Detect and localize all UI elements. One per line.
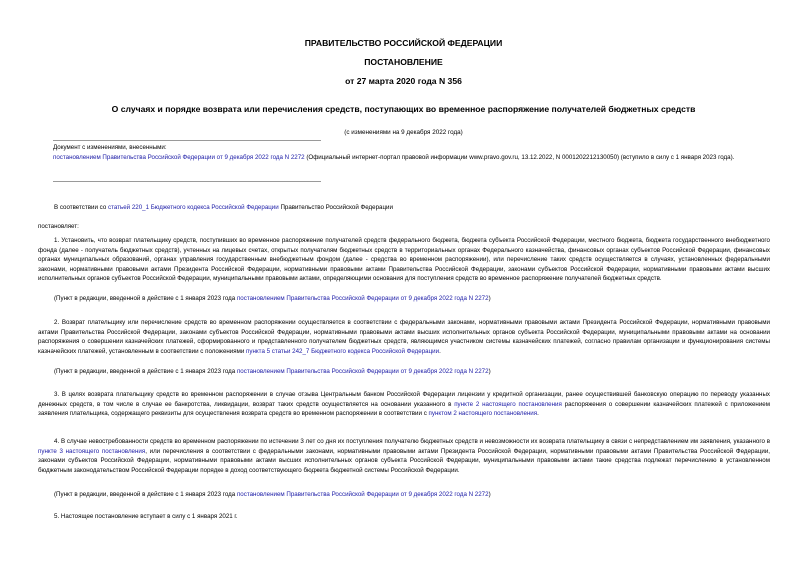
basis-link[interactable]: статьей 220_1 Бюджетного кодекса Российской Федерации xyxy=(107,204,279,211)
paragraph-2: 2. Возврат плательщику или перечисление средств во временном распоряжении осуществляется в соответствии с федеральными законами, нормативными правовыми актами Президента Российской Федерации, нормативными правовыми актами Правительства Российской Федерации, законами субъектов Российской Федерации, нормативными правовыми актами высших исполнительных органов субъекта Российской Федерации, муниципальными правовыми актами на основании распоряжения о совершении казначейских платежей, сформированного и представленного получателем бюджетных средств, являющимся участником системы казначейских платежей, согласно правилам организации и функционирования системы казначейских платежей, установленным в соответствии с положениями пункта 5 статьи 242_7 Бюджетного кодекса Российской Федерации. xyxy=(38,319,770,355)
document-title: О случаях и порядке возврата или перечисления средств, поступающих во временное распоряжение получателей бюджетных средств xyxy=(111,104,696,114)
date-number-heading: от 27 марта 2020 года N 356 xyxy=(345,76,462,86)
edit-note-3: (Пункт в редакции, введенной в действие с 1 января 2023 года постановлением Правительства Российской Федерации от 9 декабря 2022 года N 2272) xyxy=(54,491,491,498)
amendments-block xyxy=(53,143,773,163)
p3-link-2[interactable]: пунктом 2 настоящего постановления xyxy=(428,410,538,417)
basis-paragraph xyxy=(54,203,393,213)
amendments-tail: (Официальный интернет-портал правовой информации www.pravo.gov.ru, 13.12.2022, N 0001202212130050) (вступило в силу с 1 января 2023 года). xyxy=(304,154,735,161)
paragraph-4: 4. В случае невостребованности средств во временном распоряжении по истечении 3 лет со дня их поступления получателю бюджетных средств и невозможности их возврата плательщику в связи с непредставлением им заявления, указанного в пункте 3 настоящего постановления, или перечисления в соответствии с федеральными законами, нормативными правовыми актами Президента Российской Федерации, нормативными правовыми актами Правительства Российской Федерации, законами субъектов Российской Федерации, нормативными правовыми актами высших исполнительных органов субъекта Российской Федерации, муниципальными правовыми актами такие средства подлежат перечислению в установленном бюджетным законодательством Российской Федерации порядке в доход соответствующего бюджета бюджетной системы Российской Федерации. xyxy=(38,438,770,474)
edit-note-1: (Пункт в редакции, введенной в действие с 1 января 2023 года постановлением Правительства Российской Федерации от 9 декабря 2022 года N 2272) xyxy=(54,295,491,302)
p3-link-1[interactable]: пункте 2 настоящего постановления xyxy=(454,400,562,408)
p4-link[interactable]: пункте 3 настоящего постановления xyxy=(38,447,146,455)
p2-link[interactable]: пункта 5 статьи 242_7 Бюджетного кодекса Российской Федерации xyxy=(246,347,440,355)
decides-text: постановляет: xyxy=(38,223,79,230)
basis-prefix: В соответствии со xyxy=(54,204,108,211)
paragraph-1: 1. Установить, что возврат плательщику средств, поступивших во временное распоряжение получателей средств федерального бюджета, бюджета субъекта Российской Федерации, местного бюджета, бюджета государственного внебюджетного фонда (далее - получатель бюджетных средств), учтенных на лицевых счетах, открытых получателям бюджетных средств в территориальных органах Федерального казначейства, финансовых органах субъектов Российской Федерации, финансовых органах муниципальных образований, органах управления государственным внебюджетным фондом (далее - средства во временном распоряжении), или перечисление таких средств осуществляется в случаях, установленных федеральными законами, нормативными правовыми актами Президента Российской Федерации, нормативными правовыми актами Правительства Российской Федерации, законами субъектов Российской Федерации, нормативными правовыми актами высших исполнительных органов субъектов Российской Федерации, муниципальными правовыми актами, определяющими основания для поступления средств во временное распоряжение получателей бюджетных средств. xyxy=(38,237,770,282)
amendments-top-rule xyxy=(53,140,321,141)
government-heading: ПРАВИТЕЛЬСТВО РОССИЙСКОЙ ФЕДЕРАЦИИ xyxy=(304,38,503,48)
amendments-body xyxy=(53,153,773,163)
paragraph-3: 3. В целях возврата плательщику средств во временном распоряжении в случае отзыва Центральным банком Российской Федерации лицензии у кредитной организации, ранее осуществившей банковскую операцию по переводу указанных денежных средств, в том числе в случае ее банкротства, ликвидации, возврат таких средств осуществляется на основании указанного в пункте 2 настоящего постановления распоряжения о совершении казначейских платежей с приложением заявления плательщика, содержащего реквизиты для осуществления возврата средств во временном распоряжении в соответствии с пунктом 2 настоящего постановления. xyxy=(38,391,771,417)
basis-suffix: Правительство Российской Федерации xyxy=(278,204,393,211)
edit-note-link-3[interactable]: постановлением Правительства Российской Федерации от 9 декабря 2022 года N 2272 xyxy=(236,491,489,498)
amendment-link[interactable]: постановлением Правительства Российской Федерации от 9 декабря 2022 года N 2272 xyxy=(53,154,305,161)
amendments-bottom-rule xyxy=(53,181,321,182)
amendments-intro: Документ с изменениями, внесенными: xyxy=(53,144,167,151)
edit-note-2: (Пункт в редакции, введенной в действие с 1 января 2023 года постановлением Правительства Российской Федерации от 9 декабря 2022 года N 2272) xyxy=(54,368,491,375)
paragraph-5: 5. Настоящее постановление вступает в силу с 1 января 2021 г. xyxy=(54,513,238,520)
doc-type-heading: ПОСТАНОВЛЕНИЕ xyxy=(364,57,443,67)
edit-note-link-1[interactable]: постановлением Правительства Российской Федерации от 9 декабря 2022 года N 2272 xyxy=(236,295,489,302)
edit-note-link-2[interactable]: постановлением Правительства Российской Федерации от 9 декабря 2022 года N 2272 xyxy=(236,368,489,375)
edition-note: (с изменениями на 9 декабря 2022 года) xyxy=(344,129,463,136)
